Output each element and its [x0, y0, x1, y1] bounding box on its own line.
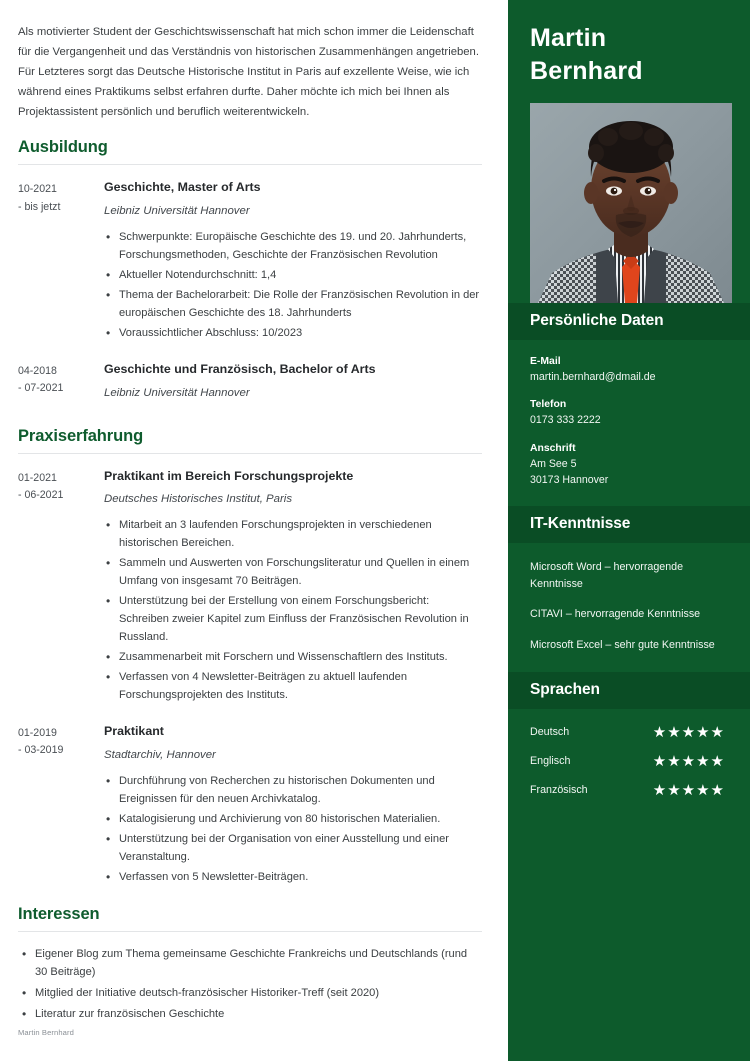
education-entries: [18, 179, 482, 410]
contact-item: [530, 443, 728, 488]
last-name: Bernhard: [530, 57, 643, 86]
entry-date-from: 04-2018: [18, 364, 57, 377]
list-item: • Unterstützung bei der Erstellung von einem Forschungsbericht: Schreiben zweier Kapitel zum Einfluss der Französischen Revolution in Russland.: [104, 593, 482, 647]
star-filled-icon: ★: [696, 723, 710, 741]
language-row: [530, 754, 728, 769]
it-skill-item: CITAVI – hervorragende Kenntnisse: [530, 608, 701, 621]
contact-value-line: 30173 Hannover: [530, 473, 609, 486]
experience-entries: [18, 468, 482, 889]
entry-organization: Leibniz Universität Hannover: [104, 205, 250, 218]
contact-item: [530, 399, 728, 429]
entry-date-range: [18, 361, 104, 411]
contact-value: [530, 457, 728, 488]
star-filled-icon: ★: [652, 752, 667, 770]
list-item: • Voraussichtlicher Abschluss: 10/2023: [104, 325, 482, 343]
list-item: • Unterstützung bei der Organisation von einer Ausstellung und einer Veranstaltung.: [104, 831, 482, 867]
list-item: • Durchführung von Recherchen zu historischen Dokumenten und Ereignissen für den neuen Archivkatalog.: [104, 773, 482, 809]
entry-bullet-list: [104, 773, 482, 887]
entry-body: [104, 179, 482, 345]
entry-date-range: [18, 179, 104, 345]
contact-value: [530, 370, 728, 386]
list-item: • Verfassen von 4 Newsletter-Beiträgen zu aktuell laufenden Forschungsprojekten des Instituts.: [104, 669, 482, 705]
section-divider: [18, 164, 482, 165]
list-item: • Mitglied der Initiative deutsch-französischer Historiker-Treff (seit 2020): [18, 985, 482, 1003]
contact-value-line: 0173 333 2222: [530, 414, 601, 427]
it-skills-block: [508, 543, 750, 671]
profile-summary: Als motivierter Student der Geschichtswissenschaft hat mich schon immer die Leidenschaft für die Vergangenheit und das Verständnis von historischen Zusammenhängen angetrieben. Für Letzteres sorgt das Deutsche Historische Institut in Paris auf exzellente Weise, wie ich während eines Praktikums selbst erfahren durfte. Daher möchte ich mich bei Ihnen als Projektassistent persönlich und beruflich weiterentwickeln.: [18, 26, 479, 119]
timeline-entry: [18, 179, 482, 345]
language-name: Französisch: [530, 784, 588, 796]
timeline-entry: [18, 723, 482, 889]
entry-date-to: - bis jetzt: [18, 200, 61, 213]
language-rating: [653, 783, 724, 798]
section-title-experience: Praxiserfahrung: [18, 426, 144, 445]
contact-value-line: martin.bernhard@dmail.de: [530, 370, 656, 383]
section-divider: [18, 931, 482, 932]
entry-date-to: - 06-2021: [18, 488, 64, 501]
section-title-education: Ausbildung: [18, 138, 108, 157]
section-education: [18, 138, 482, 410]
list-item: • Sammeln und Auswerten von Forschungsliteratur und Quellen in einem Umfang von insgesamt 70 Beiträgen.: [104, 555, 482, 591]
personal-data-block: [508, 340, 750, 507]
entry-body: [104, 361, 482, 411]
list-item: • Thema der Bachelorarbeit: Die Rolle der Französischen Revolution in der europäischen Geschichte des 18. Jahrhunderts: [104, 287, 482, 323]
contact-label: E-Mail: [530, 355, 561, 367]
it-skill-item: Microsoft Word – hervorragende Kenntnisse: [530, 561, 684, 590]
contact-label: Telefon: [530, 399, 567, 411]
section-divider: [18, 453, 482, 454]
star-filled-icon: ★: [681, 723, 696, 741]
list-item: • Mitarbeit an 3 laufenden Forschungsprojekten in verschiedenen historischen Bereichen.: [104, 517, 482, 553]
timeline-entry: [18, 468, 482, 707]
footer-name: Martin Bernhard: [18, 1028, 74, 1037]
star-filled-icon: ★: [667, 752, 681, 770]
entry-organization: Deutsches Historisches Institut, Paris: [104, 493, 293, 506]
section-interests: [18, 905, 482, 1024]
entry-body: [104, 468, 482, 707]
sidebar: [508, 0, 750, 1061]
star-filled-icon: ★: [681, 752, 696, 770]
language-row: [530, 783, 728, 798]
star-filled-icon: ★: [696, 781, 710, 799]
list-item: • Eigener Blog zum Thema gemeinsame Geschichte Frankreichs und Deutschlands (rund 30 Beiträge): [18, 946, 482, 982]
entry-date-from: 01-2019: [18, 727, 57, 740]
entry-bullet-list: [104, 517, 482, 705]
interests-list: [18, 946, 482, 1024]
list-item: • Zusammenarbeit mit Forschern und Wissenschaftlern des Instituts.: [104, 649, 482, 667]
star-filled-icon: ★: [696, 752, 710, 770]
it-skill-item: Microsoft Excel – sehr gute Kenntnisse: [530, 638, 715, 651]
entry-date-from: 10-2021: [18, 183, 57, 196]
list-item: • Verfassen von 5 Newsletter-Beiträgen.: [104, 869, 482, 887]
list-item: • Literatur zur französischen Geschichte: [18, 1006, 482, 1024]
contact-item: [530, 356, 728, 386]
entry-title: Praktikant im Bereich Forschungsprojekte: [104, 468, 354, 483]
entry-title: Geschichte und Französisch, Bachelor of Arts: [104, 361, 376, 376]
entry-organization: Stadtarchiv, Hannover: [104, 748, 216, 761]
section-title-interests: Interessen: [18, 904, 100, 923]
language-rating: [653, 754, 724, 769]
contact-value: [530, 413, 728, 429]
list-item: • Schwerpunkte: Europäische Geschichte des 19. und 20. Jahrhunderts, Forschungsmethoden, Geschichte der Französischen Revolution: [104, 229, 482, 265]
candidate-name: [508, 0, 750, 103]
entry-date-to: - 03-2019: [18, 744, 64, 757]
star-filled-icon: ★: [652, 723, 667, 741]
contact-value-line: Am See 5: [530, 457, 577, 470]
entry-date-from: 01-2021: [18, 471, 57, 484]
first-name: Martin: [530, 24, 607, 52]
star-filled-icon: ★: [710, 781, 724, 799]
section-experience: [18, 427, 482, 889]
sidebar-heading-personal: Persönliche Daten: [508, 303, 750, 340]
languages-block: [508, 709, 750, 816]
language-name: Deutsch: [530, 726, 570, 738]
entry-date-range: [18, 468, 104, 707]
language-row: [530, 725, 728, 740]
entry-bullet-list: [104, 229, 482, 343]
list-item: • Aktueller Notendurchschnitt: 1,4: [104, 267, 482, 285]
star-filled-icon: ★: [652, 781, 667, 799]
star-filled-icon: ★: [681, 781, 696, 799]
entry-date-to: - 07-2021: [18, 382, 64, 395]
portrait-photo-icon: [530, 103, 732, 303]
entry-date-range: [18, 723, 104, 889]
star-filled-icon: ★: [710, 723, 724, 741]
star-filled-icon: ★: [667, 781, 681, 799]
sidebar-heading-languages: Sprachen: [508, 672, 750, 709]
language-rating: [653, 725, 724, 740]
avatar: [530, 103, 732, 303]
language-name: Englisch: [530, 755, 571, 767]
timeline-entry: [18, 361, 482, 411]
contact-label: Anschrift: [530, 442, 576, 454]
sidebar-heading-it-skills: IT-Kenntnisse: [508, 506, 750, 543]
list-item: • Katalogisierung und Archivierung von 80 historischen Materialien.: [104, 811, 482, 829]
entry-body: [104, 723, 482, 889]
star-filled-icon: ★: [667, 723, 681, 741]
entry-title: Praktikant: [104, 724, 164, 739]
entry-organization: Leibniz Universität Hannover: [104, 386, 250, 399]
star-filled-icon: ★: [710, 752, 724, 770]
entry-title: Geschichte, Master of Arts: [104, 180, 261, 195]
